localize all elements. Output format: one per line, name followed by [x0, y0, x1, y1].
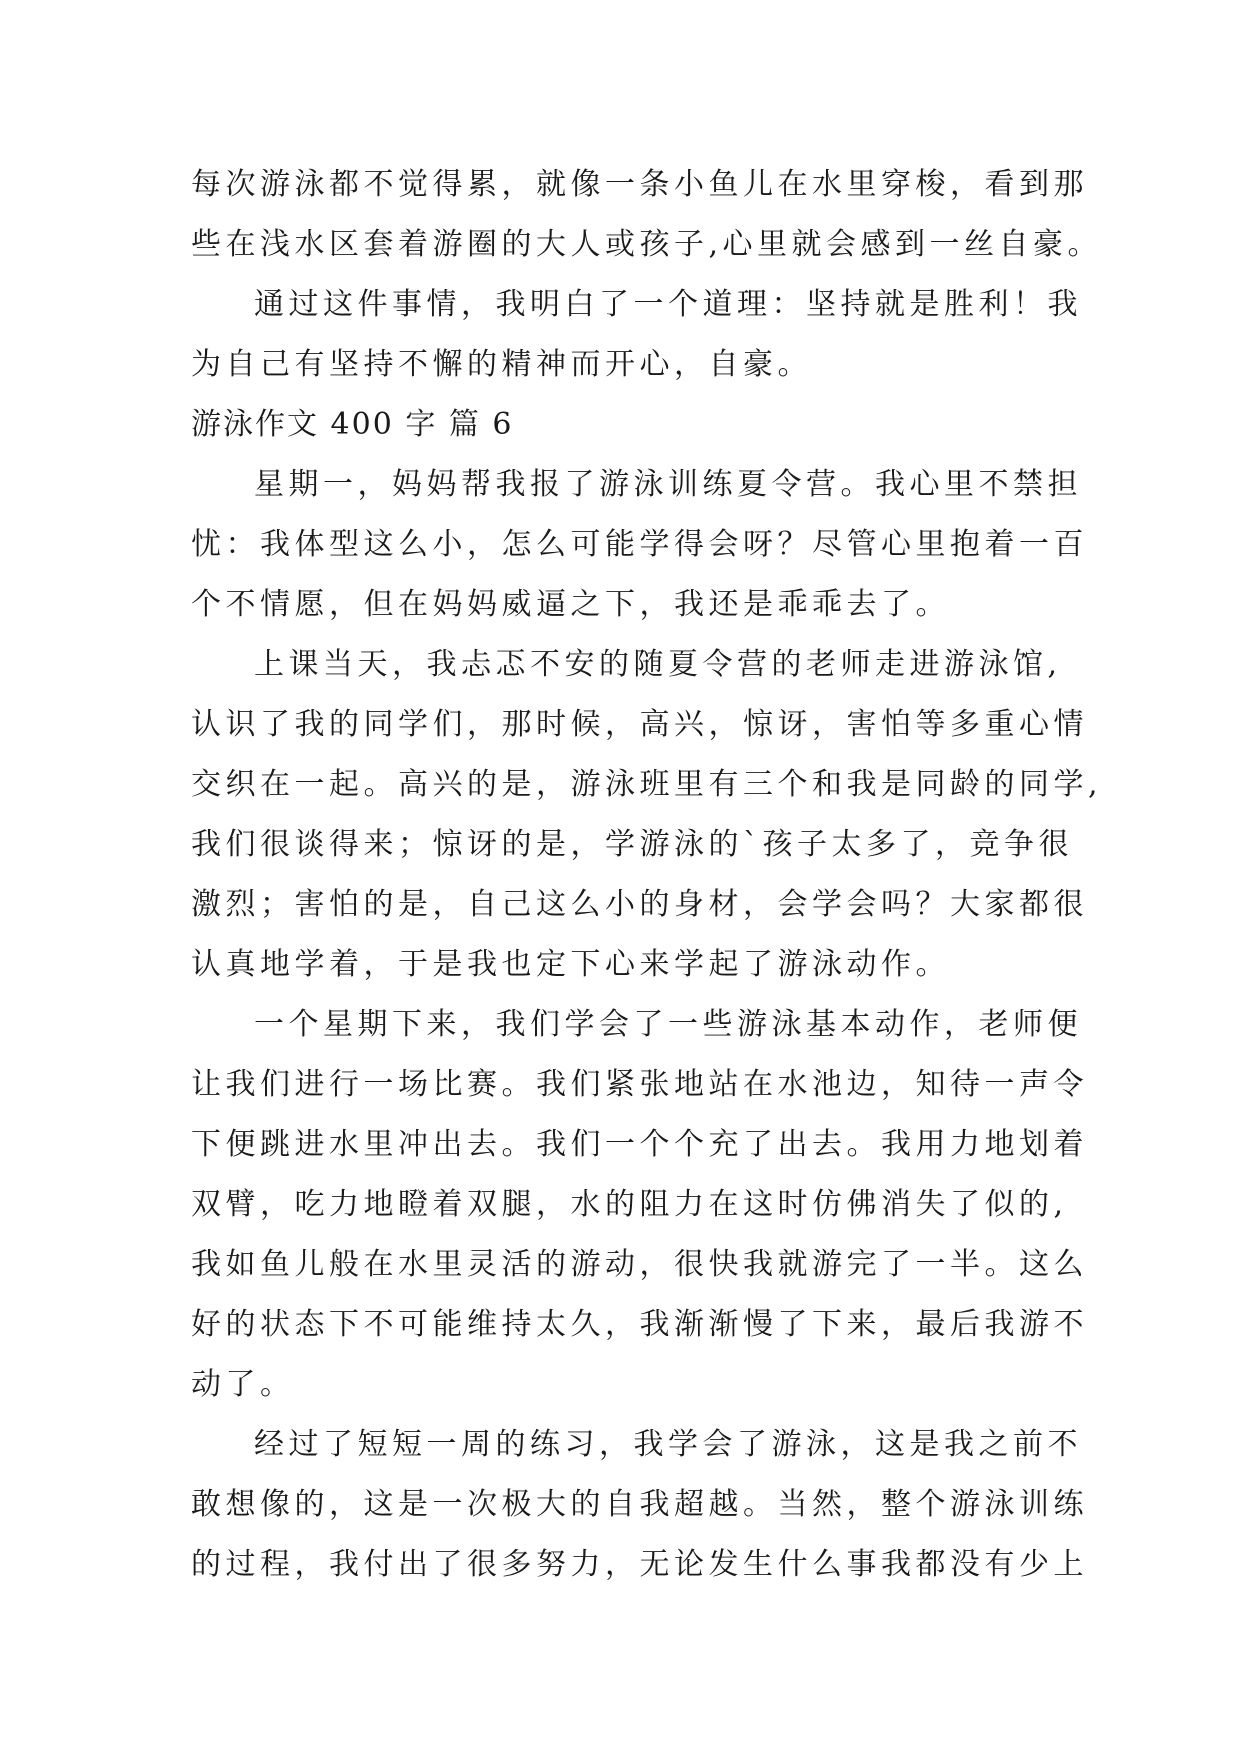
- text-line: 认真地学着，于是我也定下心来学起了游泳动作。: [191, 947, 950, 982]
- text-line: 激烈；害怕的是，自己这么小的身材，会学会吗？大家都很: [191, 887, 1088, 922]
- text-line: 交织在一起。高兴的是，游泳班里有三个和我是同龄的同学,: [191, 767, 1103, 802]
- text-line: 认识了我的同学们，那时候，高兴，惊讶，害怕等多重心情: [191, 707, 1088, 742]
- text-line: 每次游泳都不觉得累，就像一条小鱼儿在水里穿梭，看到那: [191, 167, 1088, 202]
- text-line: 让我们进行一场比赛。我们紧张地站在水池边，知待一声令: [191, 1067, 1088, 1102]
- text-line: 好的状态下不可能维持太久，我渐渐慢了下来，最后我游不: [191, 1307, 1088, 1342]
- text-line: 我如鱼儿般在水里灵活的游动，很快我就游完了一半。这么: [191, 1247, 1088, 1282]
- text-line: 下便跳进水里冲出去。我们一个个充了出去。我用力地划着: [191, 1127, 1088, 1162]
- text-line: 经过了短短一周的练习，我学会了游泳，这是我之前不: [254, 1427, 1082, 1462]
- text-line: 些在浅水区套着游圈的大人或孩子,心里就会感到一丝自豪。: [191, 227, 1103, 262]
- text-line: 星期一，妈妈帮我报了游泳训练夏令营。我心里不禁担: [254, 467, 1082, 502]
- text-line: 我们很谈得来；惊讶的是，学游泳的`孩子太多了，竞争很: [191, 827, 1073, 862]
- text-line: 忧：我体型这么小，怎么可能学得会呀？尽管心里抱着一百: [191, 527, 1088, 562]
- text-line: 为自己有坚持不懈的精神而开心，自豪。: [191, 347, 812, 382]
- text-line: 双臂，吃力地瞪着双腿，水的阻力在这时仿佛消失了似的,: [191, 1187, 1068, 1222]
- text-line: 通过这件事情，我明白了一个道理：坚持就是胜利！我: [254, 287, 1082, 322]
- text-line: 上课当天，我忐忑不安的随夏令营的老师走进游泳馆,: [254, 647, 1062, 682]
- text-line: 动了。: [191, 1367, 295, 1402]
- text-line: 一个星期下来，我们学会了一些游泳基本动作，老师便: [254, 1007, 1082, 1042]
- text-line: 敢想像的，这是一次极大的自我超越。当然，整个游泳训练: [191, 1487, 1088, 1522]
- text-line: 个不情愿，但在妈妈威逼之下，我还是乖乖去了。: [191, 587, 950, 622]
- text-line: 的过程，我付出了很多努力，无论发生什么事我都没有少上: [191, 1547, 1088, 1582]
- section-heading: 游泳作文 400 字 篇 6: [191, 407, 514, 442]
